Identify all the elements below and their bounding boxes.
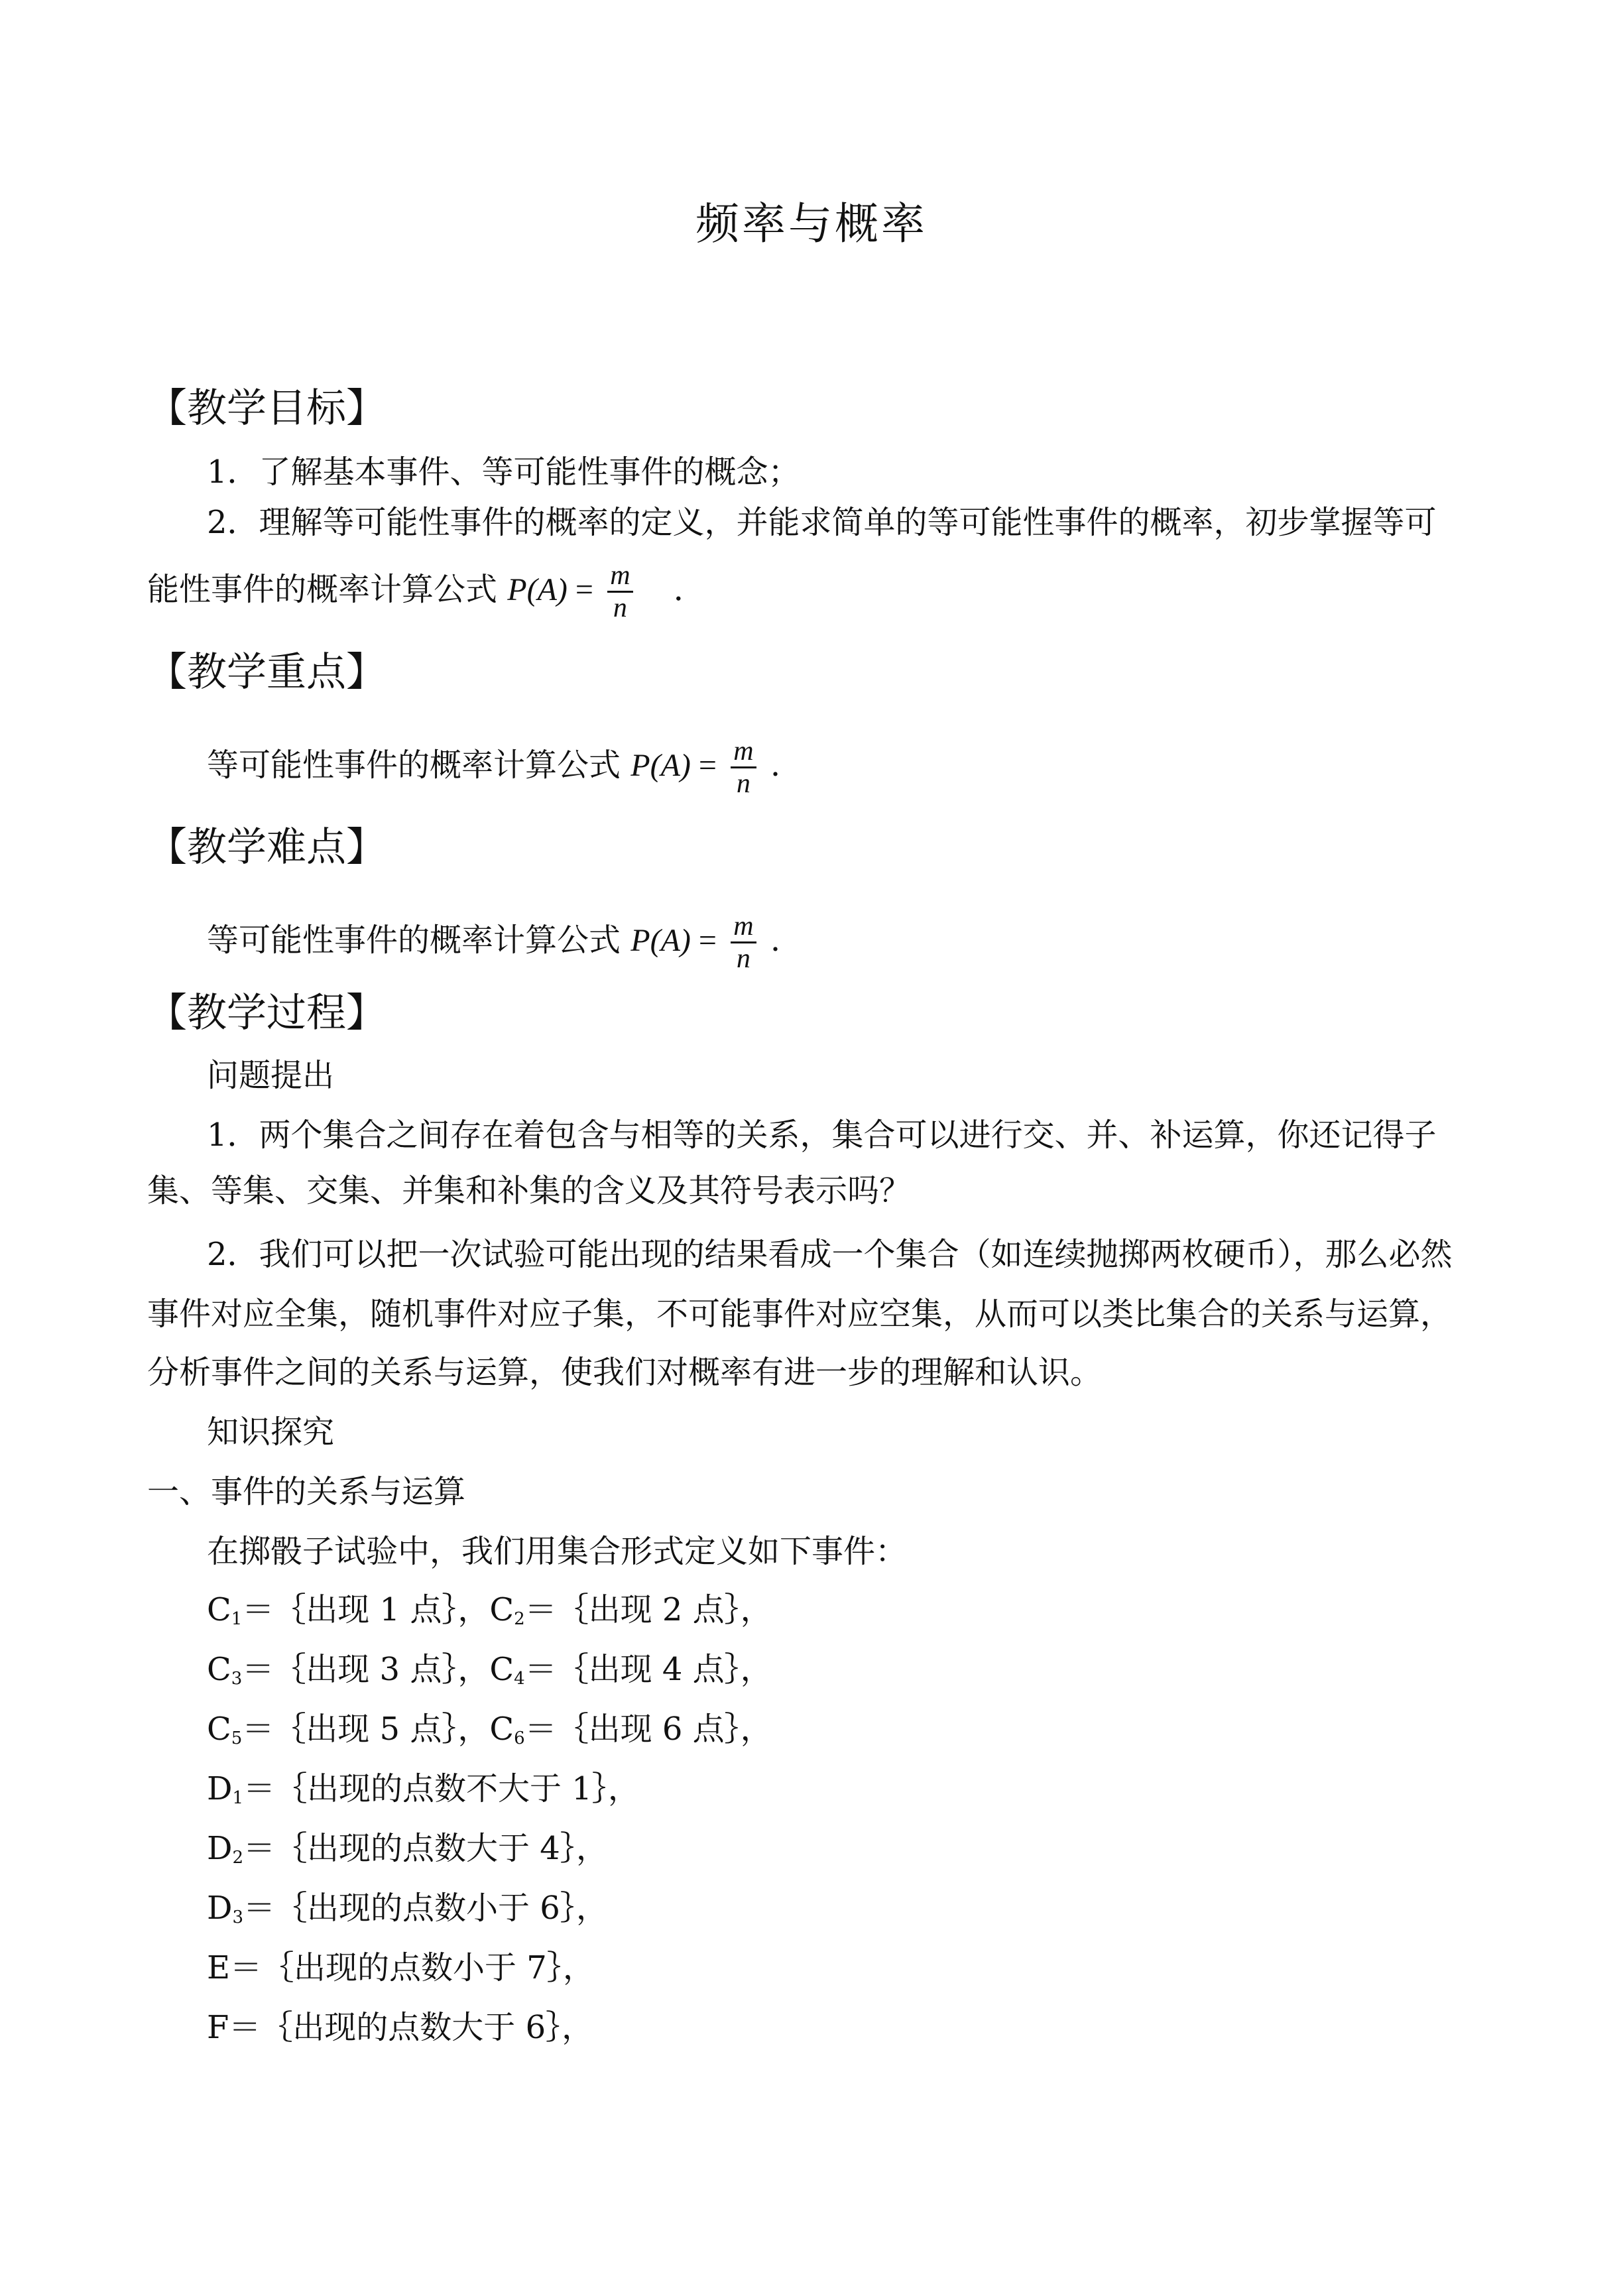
section-heading-goals: 【教学目标】 — [147, 385, 386, 432]
event-d2: $D_2=\{$出现的点数大于 4｝， — [207, 1830, 608, 1868]
difficulty-text: 等可能性事件的概率计算公式 — [207, 922, 621, 959]
goal-item-2-line-1: 2．理解等可能性事件的概率的定义，并能求简单的等可能性事件的概率，初步掌握等可 — [207, 504, 1437, 541]
event-row-c5-c6 — [207, 1709, 772, 1758]
event-c5: $C_5=\{$出现 5 点｝， — [207, 1711, 490, 1748]
event-c6: $C_6=\{$出现 6 点｝， — [489, 1711, 772, 1748]
question-2-line-3: 分析事件之间的关系与运算，使我们对概率有进一步的理解和认识。 — [147, 1354, 1103, 1391]
event-c3: $C_3=\{$出现 3 点｝， — [207, 1651, 490, 1689]
dice-intro: 在掷骰子试验中，我们用集合形式定义如下事件： — [207, 1533, 908, 1570]
section-heading-difficulty: 【教学难点】 — [147, 824, 386, 871]
event-e: E＝｛出现的点数小于 7｝， — [207, 1949, 595, 1986]
event-d1: $D_1=\{$出现的点数不大于 1｝， — [207, 1770, 640, 1808]
event-f: F＝｛出现的点数大于 6｝， — [207, 2009, 594, 2046]
goal-item-2-line-2 — [147, 560, 705, 623]
formula-fraction: $\frac{m}{n}$ — [731, 911, 756, 974]
explore-heading: 知识探究 — [207, 1414, 335, 1451]
page-title: 频率与概率 — [695, 198, 928, 249]
section-heading-process: 【教学过程】 — [147, 990, 386, 1036]
key-text: 等可能性事件的概率计算公式 — [207, 747, 621, 784]
formula-fraction: $\frac{m}{n}$ — [731, 736, 756, 799]
intro-heading: 问题提出 — [207, 1057, 335, 1094]
question-2-line-1: 2．我们可以把一次试验可能出现的结果看成一个集合（如连续抛掷两枚硬币），那么必然 — [207, 1236, 1453, 1273]
event-c1: $C_1=\{$出现 1 点｝， — [207, 1591, 490, 1629]
event-d3: $D_3=\{$出现的点数小于 6｝， — [207, 1890, 608, 1927]
goal-item-2-end: ． — [673, 571, 705, 608]
part-1-heading: 一、事件的关系与运算 — [147, 1473, 466, 1510]
question-1-line-2: 集、等集、交集、并集和补集的含义及其符号表示吗？ — [147, 1172, 912, 1209]
question-2-line-2: 事件对应全集，随机事件对应子集，不可能事件对应空集，从而可以类比集合的关系与运算， — [147, 1296, 1453, 1333]
event-row-c3-c4 — [207, 1650, 772, 1699]
question-1-line-1: 1．两个集合之间存在着包含与相等的关系，集合可以进行交、并、补运算，你还记得子 — [207, 1117, 1437, 1154]
formula-pa: P(A) = — [631, 923, 717, 958]
section-heading-key: 【教学重点】 — [147, 649, 386, 695]
event-c4: $C_4=\{$出现 4 点｝， — [489, 1651, 772, 1689]
event-row-c1-c2 — [207, 1590, 772, 1639]
goal-item-1: 1．了解基本事件、等可能性事件的概念； — [207, 453, 800, 491]
formula-pa: P(A) = — [507, 572, 593, 607]
key-formula-line — [207, 736, 780, 799]
formula-fraction: $\frac{m}{n}$ — [607, 560, 632, 623]
difficulty-end: . — [770, 922, 781, 959]
event-c2: $C_2=\{$出现 2 点｝， — [489, 1591, 772, 1629]
formula-pa: P(A) = — [631, 748, 717, 783]
goal-item-2-text: 能性事件的概率计算公式 — [147, 571, 498, 608]
key-end: . — [770, 747, 781, 784]
difficulty-formula-line — [207, 911, 780, 974]
